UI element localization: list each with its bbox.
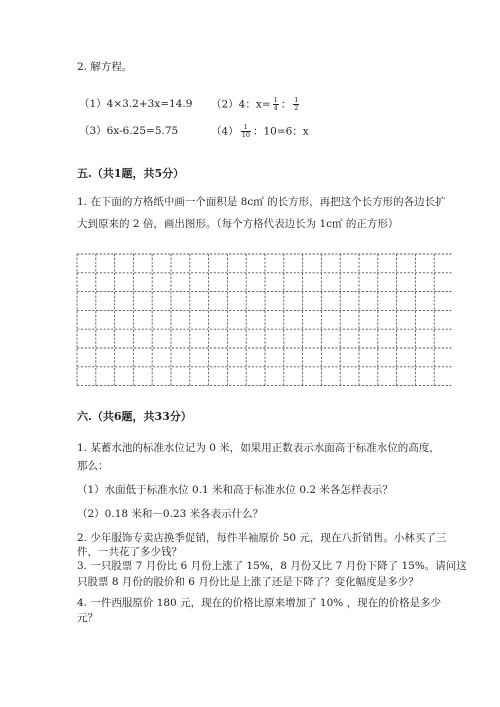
equation-2-prefix: （2）4：x= — [211, 98, 271, 111]
fraction-denominator: 4 — [273, 104, 278, 112]
equation-4-suffix: ：10=6：x — [252, 125, 309, 138]
section-6-question-4-line-2: 元？ — [77, 612, 98, 624]
equation-2-separator: ： — [280, 98, 292, 111]
equation-2 — [211, 97, 301, 112]
fraction-numerator: 1 — [241, 124, 251, 132]
fraction-numerator: 1 — [273, 96, 278, 104]
section-6-question-3-line-1: 3. 一只股票 7 月份比 6 月份上涨了 15%，8 月份又比 7 月份下降了 15%。请问这 — [77, 560, 467, 572]
equation-2-fraction-1 — [273, 97, 279, 112]
question-title-solve-equations: 2. 解方程。 — [77, 61, 133, 73]
fraction-numerator: 1 — [294, 96, 299, 104]
equation-4-fraction — [241, 124, 251, 139]
section-5-question-1-line-2: 大到原来的 2 倍，画出图形。（每个方格代表边长为 1c㎡ 的正方形） — [77, 218, 399, 230]
fraction-denominator: 10 — [241, 131, 250, 139]
section-6-question-1-sub-2: （2）0.18 米和－0.23 米各表示什么？ — [77, 508, 264, 520]
section-6-heading: 六.（共6题，共33分） — [77, 410, 192, 423]
section-6-question-1-line-1: 1. 某蓄水池的标准水位记为 0 米，如果用正数表示水面高于标准水位的高度， — [77, 442, 440, 454]
section-6-question-2-line-2: 件，一共花了多少钱？ — [77, 546, 182, 558]
equation-1: （1）4×3.2+3x=14.9 — [79, 98, 193, 110]
section-6-question-1-sub-1: （1）水面低于标准水位 0.1 米和高于标准水位 0.2 米各怎样表示？ — [77, 484, 393, 496]
equation-4 — [211, 124, 309, 139]
equation-4-prefix: （4） — [211, 125, 239, 138]
section-6-question-1-line-2: 那么： — [77, 460, 109, 472]
section-6-question-2-line-1: 2. 少年服饰专卖店换季促销，每件半袖原价 50 元，现在八折销售。小林买了三 — [77, 532, 447, 544]
equation-2-fraction-2 — [293, 97, 299, 112]
equation-3: （3）6x-6.25=5.75 — [79, 125, 179, 137]
section-5-question-1-line-1: 1. 在下面的方格纸中画一个面积是 8c㎡ 的长方形，再把这个长方形的各边长扩 — [77, 196, 446, 208]
fraction-denominator: 2 — [294, 104, 299, 112]
section-6-question-4-line-1: 4. 一件西服原价 180 元，现在的价格比原来增加了 10% ，现在的价格是多少 — [77, 597, 442, 609]
section-6-question-3-line-2: 只股票 8 月份的股价和 6 月份比是上涨了还是下降了？变化幅度是多少？ — [77, 576, 419, 588]
section-5-heading: 五.（共1题，共5分） — [77, 167, 185, 180]
square-grid-paper[interactable] — [76, 253, 452, 393]
